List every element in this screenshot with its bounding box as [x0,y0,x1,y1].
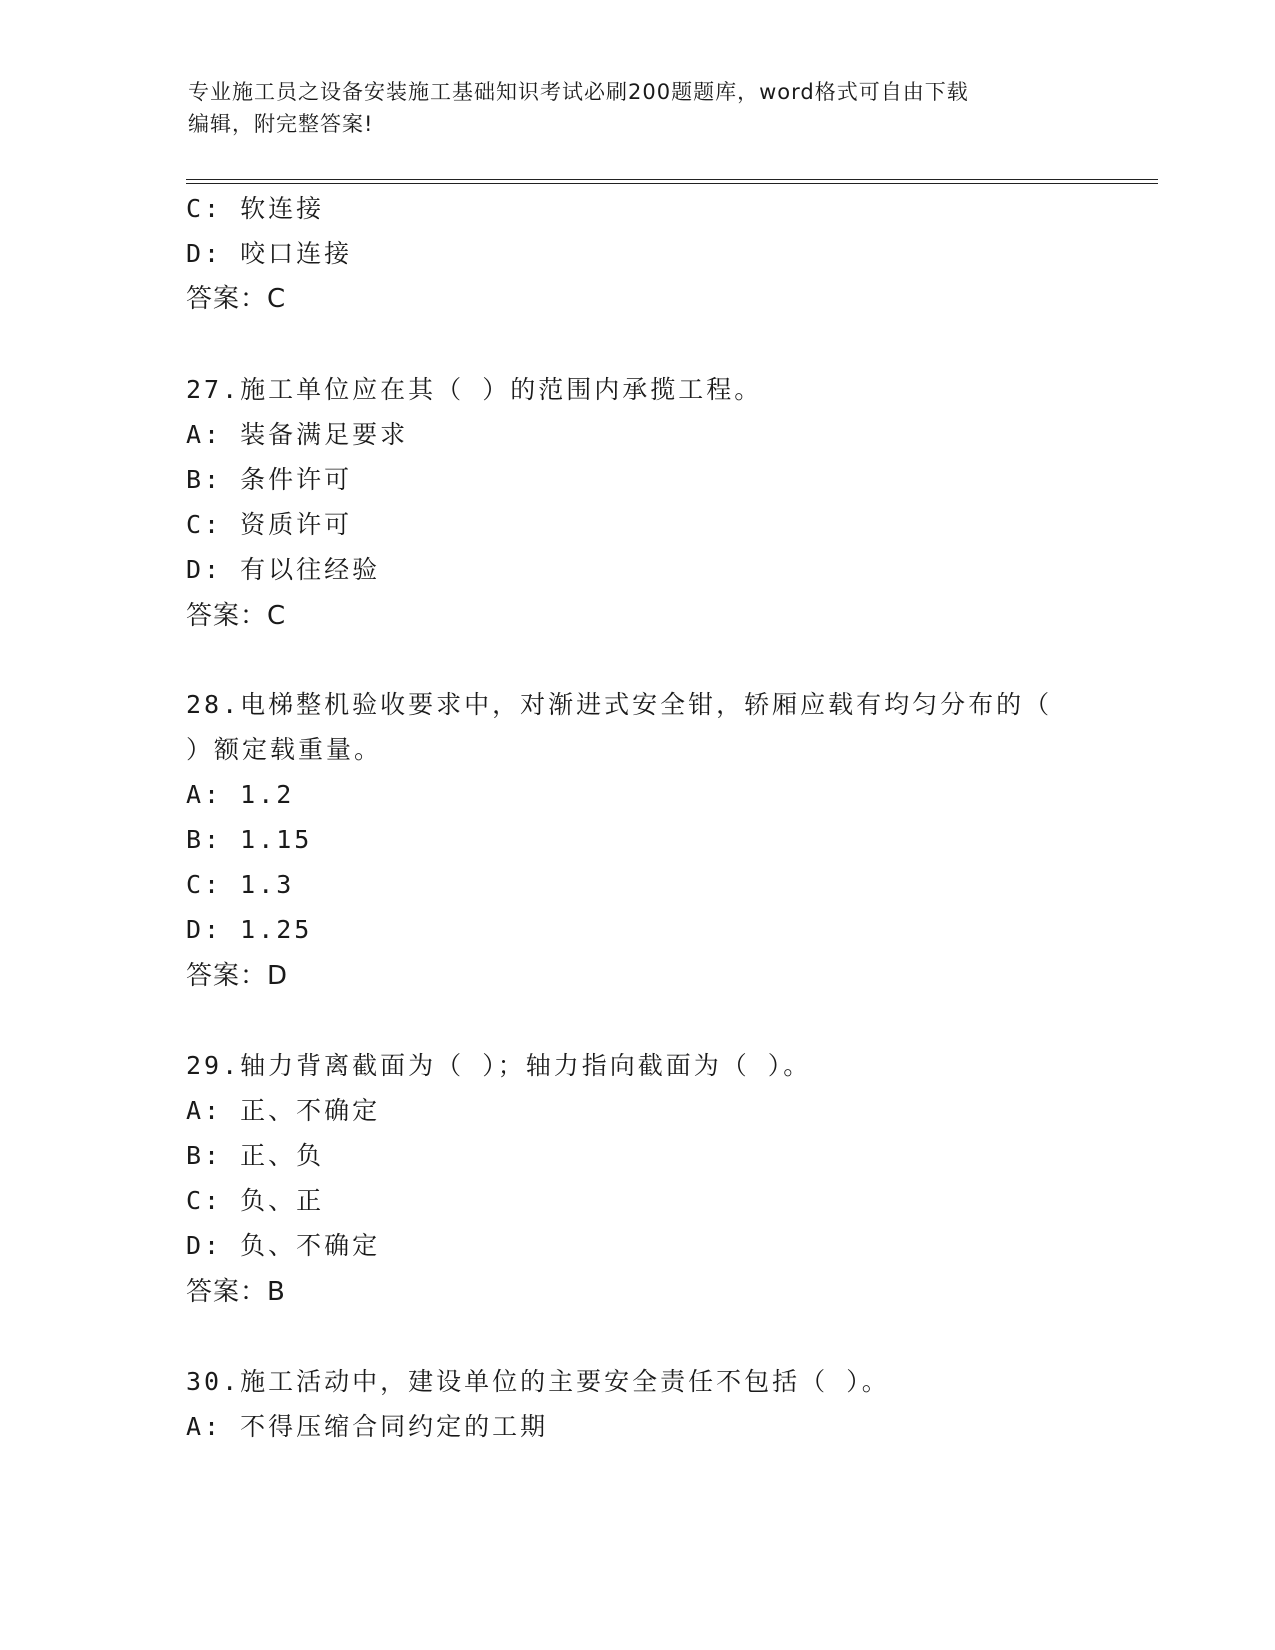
q29-option-a: A: 正、不确定 [186,1096,381,1125]
q26-option-c: C: 软连接 [186,194,325,223]
q26-answer: 答案：C [186,284,287,314]
q28-option-b: B: 1.15 [186,825,313,854]
q29-question: 29.轴力背离截面为（ ）；轴力指向截面为（ ）。 [186,1051,812,1080]
header-divider-top [186,179,1158,180]
q27-option-b: B: 条件许可 [186,465,353,494]
q28-option-d: D: 1.25 [186,915,313,944]
q28-answer: 答案：D [186,961,289,991]
q27-option-c: C: 资质许可 [186,510,353,539]
header-title-line-2: 编辑，附完整答案! [188,112,374,136]
q29-option-d: D: 负、不确定 [186,1231,381,1260]
q27-option-a: A: 装备满足要求 [186,420,409,449]
q27-question: 27.施工单位应在其（ ）的范围内承揽工程。 [186,375,763,404]
q29-option-b: B: 正、负 [186,1141,325,1170]
q28-option-c: C: 1.3 [186,870,295,899]
q27-option-d: D: 有以往经验 [186,555,381,584]
q28-question-line-2: ）额定载重量。 [186,735,383,764]
q30-option-a: A: 不得压缩合同约定的工期 [186,1412,549,1441]
q30-question: 30.施工活动中，建设单位的主要安全责任不包括（ ）。 [186,1367,890,1396]
q29-answer: 答案：B [186,1277,286,1307]
q28-question-line-1: 28.电梯整机验收要求中，对渐进式安全钳，轿厢应载有均匀分布的（ [186,690,1053,719]
q28-option-a: A: 1.2 [186,780,295,809]
document-header [188,76,1088,140]
q29-option-c: C: 负、正 [186,1186,325,1215]
header-title-line-1: 专业施工员之设备安装施工基础知识考试必刷200题题库，word格式可自由下载 [188,80,969,104]
q27-answer: 答案：C [186,601,287,631]
q26-option-d: D: 咬口连接 [186,239,353,268]
header-divider-bottom [186,183,1158,184]
